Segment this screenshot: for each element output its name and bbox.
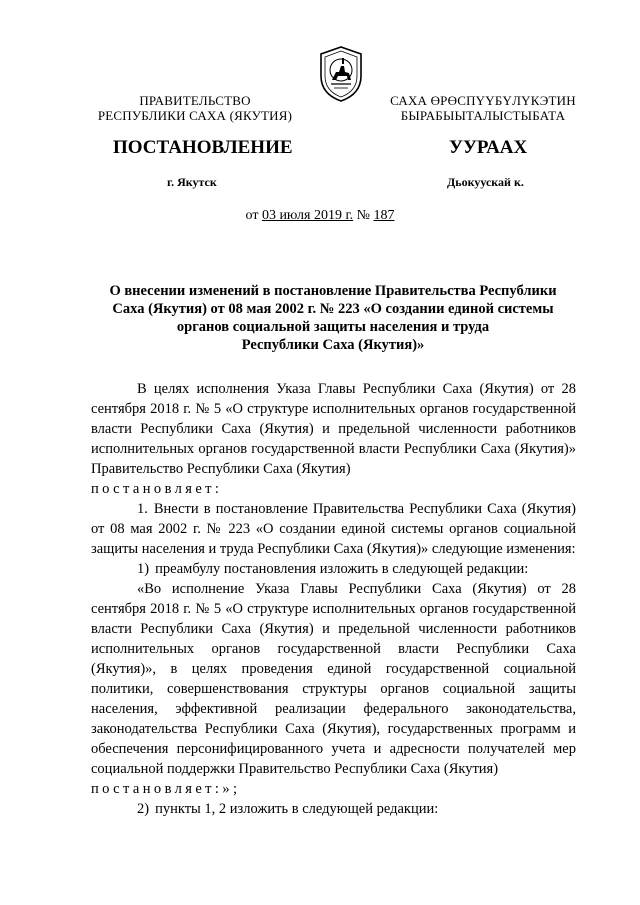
header-left-line-1: ПРАВИТЕЛЬСТВО	[139, 93, 251, 108]
header-right-authority	[378, 93, 588, 123]
body-text: пункты 1, 2 изложить в следующей редакции:	[155, 801, 439, 817]
body-paragraph	[91, 579, 576, 779]
document-number-line	[0, 208, 640, 224]
header-left-line-2: РЕСПУБЛИКИ САХА (ЯКУТИЯ)	[97, 108, 293, 123]
header-left-authority	[90, 93, 300, 123]
title-line: органов социальной защиты населения и труда	[176, 319, 490, 335]
doc-type-sakha: УУРААХ	[449, 137, 528, 158]
body-text: преамбулу постановления изложить в следующей редакции:	[155, 561, 529, 577]
number-sign: №	[356, 208, 370, 223]
body-text: «Во исполнение Указа Главы Республики Саха (Якутия) от 28 сентября 2018 г. № 5 «О структуре исполнительных органов государственной власти Республики Саха (Якутия) и предельной численности работников исполнительных органов государственной власти Республики Саха (Якутия)», в целях проведения единой государственной социальной политики, совершенствования структуры органов социальной защиты населения, эффективной реализации федерального законодательства, законодательства Республики Саха (Якутия), государственных программ и обеспечения персонифицированного учета и адресности получателей мер социальной поддержки Правительство Республики Саха (Якутия)	[91, 581, 576, 777]
title-line: О внесении изменений в постановление Правительства Республики	[109, 283, 557, 299]
body-paragraph	[91, 779, 576, 799]
item-number: 1)	[137, 561, 150, 577]
body-paragraph	[91, 379, 576, 479]
header-right-line-2: БЫРАБЫЫТАЛЫСТЫБАТА	[400, 108, 566, 123]
sakha-republic-emblem-icon	[317, 46, 365, 102]
item-number: 1.	[137, 501, 148, 517]
body-paragraph	[91, 479, 576, 499]
doc-type-russian: ПОСТАНОВЛЕНИЕ	[113, 137, 293, 158]
title-line: Республики Саха (Якутия)»	[241, 337, 425, 353]
document-number: 187	[373, 208, 395, 223]
body-paragraph	[91, 559, 576, 579]
item-number: 2)	[137, 801, 150, 817]
city-sakha: Дьокуускай к.	[447, 175, 524, 189]
resolves-word: постановляет:	[91, 481, 223, 497]
resolves-word: постановляет:»;	[91, 781, 241, 797]
body-text: В целях исполнения Указа Главы Республики Саха (Якутия) от 28 сентября 2018 г. № 5 «О структуре исполнительных органов государственной власти Республики Саха (Якутия) и предельной численности работников исполнительных органов государственной власти Республики Саха (Якутия)» Правительство Республики Саха (Якутия)	[91, 381, 576, 477]
title-line: Саха (Якутия) от 08 мая 2002 г. № 223 «О создании единой системы	[112, 301, 554, 317]
number-prefix: от	[245, 208, 259, 223]
body-text: Внести в постановление Правительства Республики Саха (Якутия) от 08 мая 2002 г. № 223 «О создании единой системы органов социальной защиты населения и труда Республики Саха (Якутия)» следующие изменения:	[91, 501, 576, 557]
document-title	[90, 282, 576, 354]
document-date: 03 июля 2019 г.	[261, 208, 354, 223]
document-body	[91, 379, 576, 819]
body-paragraph	[91, 799, 576, 819]
city-russian: г. Якутск	[167, 175, 217, 189]
body-paragraph	[91, 499, 576, 559]
header-right-line-1: САХА ӨРӨСПҮҮБҮЛҮКЭТИН	[390, 93, 576, 108]
